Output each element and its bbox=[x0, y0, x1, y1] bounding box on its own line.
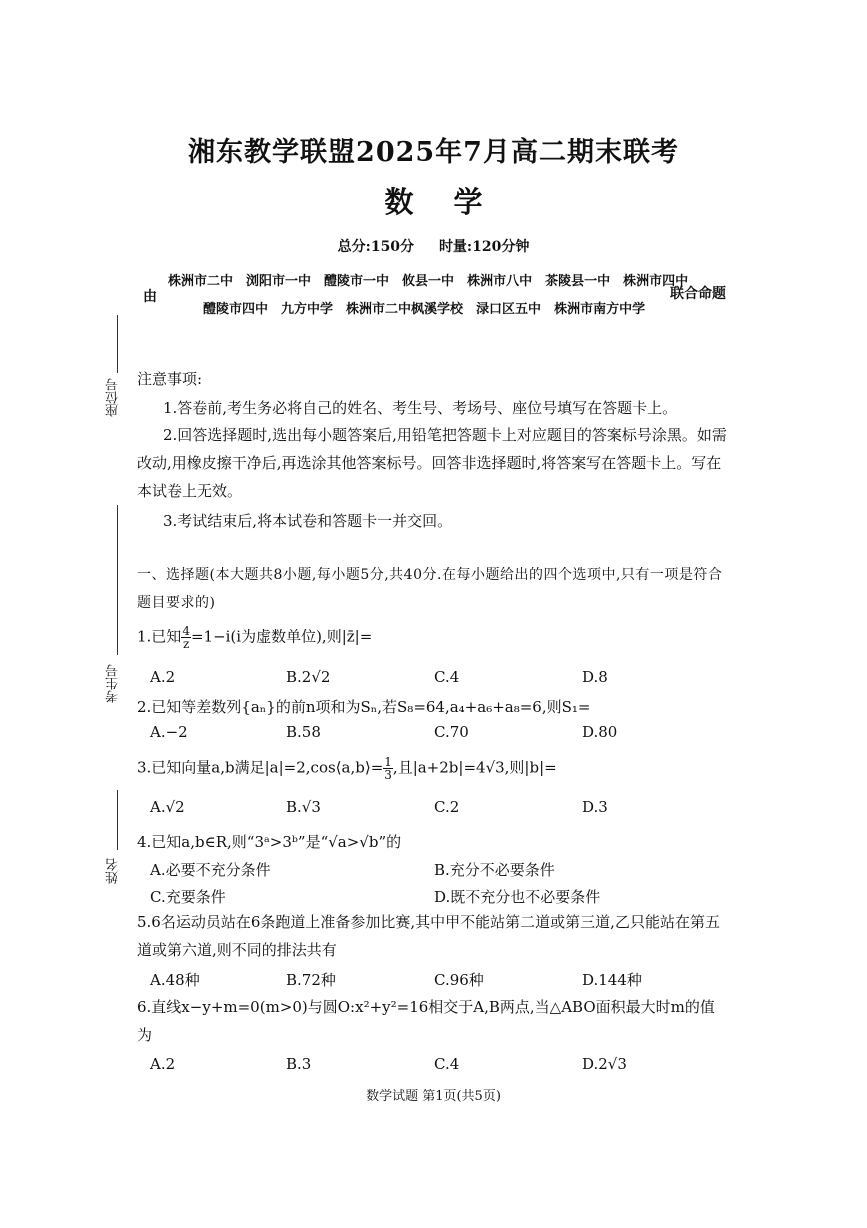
option-c: C.4 bbox=[434, 1055, 460, 1073]
fraction-denominator: 3 bbox=[384, 768, 392, 782]
option-a: A.√2 bbox=[150, 798, 185, 816]
option-d: D.2√3 bbox=[582, 1055, 627, 1073]
option-c: C.充要条件 bbox=[150, 888, 226, 906]
option-a: A.48种 bbox=[150, 971, 200, 989]
option-d: D.80 bbox=[582, 723, 618, 741]
option-a: A.2 bbox=[150, 1055, 176, 1073]
school: 渌口区五中 bbox=[476, 302, 542, 317]
option-b: B.3 bbox=[286, 1055, 312, 1073]
question-6: 6.直线x−y+m=0(m>0)与圆O:x²+y²=16相交于A,B两点,当△ABO面积最大时m的值为 bbox=[137, 998, 715, 1044]
schools-row-2 bbox=[203, 298, 658, 317]
option-b: B.72种 bbox=[286, 971, 336, 989]
school: 醴陵市一中 bbox=[324, 274, 390, 289]
question-3 bbox=[137, 756, 557, 781]
option-d: D.8 bbox=[582, 668, 608, 686]
notice-item-1: 1.答卷前,考生务必将自己的姓名、考生号、考场号、座位号填写在答题卡上。 bbox=[163, 399, 678, 417]
option-c: C.2 bbox=[434, 798, 460, 816]
joint-label: 联合命题 bbox=[670, 286, 726, 302]
question-1 bbox=[137, 625, 372, 650]
school: 醴陵市四中 bbox=[203, 302, 269, 317]
option-b: B.58 bbox=[286, 723, 321, 741]
name-label: 姓名 bbox=[106, 858, 121, 884]
exam-no-label: 考生号 bbox=[106, 664, 121, 703]
subject-title: 数学 bbox=[384, 185, 523, 219]
school: 攸县一中 bbox=[402, 274, 455, 289]
option-d: D.既不充分也不必要条件 bbox=[434, 888, 601, 906]
exam-meta bbox=[0, 236, 867, 256]
school: 株洲市二中 bbox=[168, 274, 234, 289]
fraction bbox=[383, 756, 393, 781]
question-5: 5.6名运动员站在6条跑道上准备参加比赛,其中甲不能站第二道或第三道,乙只能站在第五道或第六道,则不同的排法共有 bbox=[137, 913, 720, 959]
notice-item-2: 2.回答选择题时,选出每小题答案后,用铅笔把答题卡上对应题目的答案标号涂黑。如需改动,用橡皮擦干净后,再选涂其他答案标号。回答非选择题时,将答案写在答题卡上。写在本试卷上无效。 bbox=[137, 426, 727, 500]
schools-row-1 bbox=[168, 270, 701, 289]
question-4: 4.已知a,b∈R,则“3ᵃ>3ᵇ”是“√a>√b”的 bbox=[137, 833, 402, 851]
page-footer: 数学试题 第1页(共5页) bbox=[366, 1089, 501, 1104]
option-a: A.必要不充分条件 bbox=[150, 861, 271, 879]
question-2: 2.已知等差数列{aₙ}的前n项和为Sₙ,若S₈=64,a₄+a₆+a₈=6,则S₁= bbox=[137, 698, 591, 716]
option-d: D.144种 bbox=[582, 971, 642, 989]
school: 九方中学 bbox=[281, 302, 334, 317]
by-label: 由 bbox=[143, 289, 157, 305]
section-heading: 一、选择题(本大题共8小题,每小题5分,共40分.在每小题给出的四个选项中,只有一项是符合题目要求的) bbox=[137, 567, 723, 611]
school: 浏阳市一中 bbox=[246, 274, 312, 289]
school: 株洲市南方中学 bbox=[554, 302, 646, 317]
exam-time: 时量:120分钟 bbox=[438, 239, 530, 255]
exam-no-line bbox=[117, 505, 118, 655]
question-text: 3.已知向量a,b满足|a|=2,cos⟨a,b⟩= bbox=[137, 758, 384, 777]
school: 株洲市二中枫溪学校 bbox=[346, 302, 464, 317]
option-c: C.96种 bbox=[434, 971, 484, 989]
option-d: D.3 bbox=[582, 798, 608, 816]
option-b: B.2√2 bbox=[286, 668, 331, 686]
question-text: 1.已知 bbox=[137, 627, 182, 646]
option-a: A.2 bbox=[150, 668, 176, 686]
exam-title: 湘东教学联盟2025年7月高二期末联考 bbox=[188, 137, 679, 168]
option-b: B.充分不必要条件 bbox=[434, 861, 555, 879]
school: 株洲市四中 bbox=[623, 274, 689, 289]
fraction-denominator: z bbox=[182, 637, 190, 651]
fraction-numerator: 4 bbox=[182, 624, 190, 638]
seat-line bbox=[117, 315, 118, 373]
option-c: C.4 bbox=[434, 668, 460, 686]
school: 株洲市八中 bbox=[467, 274, 533, 289]
option-b: B.√3 bbox=[286, 798, 321, 816]
fraction-numerator: 1 bbox=[384, 755, 392, 769]
school: 茶陵县一中 bbox=[545, 274, 611, 289]
notice-item-3: 3.考试结束后,将本试卷和答题卡一并交回。 bbox=[163, 512, 453, 530]
name-line bbox=[117, 790, 118, 850]
notice-heading: 注意事项: bbox=[137, 370, 203, 388]
total-score: 总分:150分 bbox=[337, 239, 415, 255]
seat-label: 座位号 bbox=[106, 378, 121, 417]
option-a: A.−2 bbox=[150, 723, 188, 741]
option-c: C.70 bbox=[434, 723, 469, 741]
question-text: ,且|a+2b|=4√3,则|b|= bbox=[392, 758, 557, 777]
fraction bbox=[181, 625, 191, 650]
question-text: =1−i(i为虚数单位),则|z̄|= bbox=[190, 627, 373, 646]
